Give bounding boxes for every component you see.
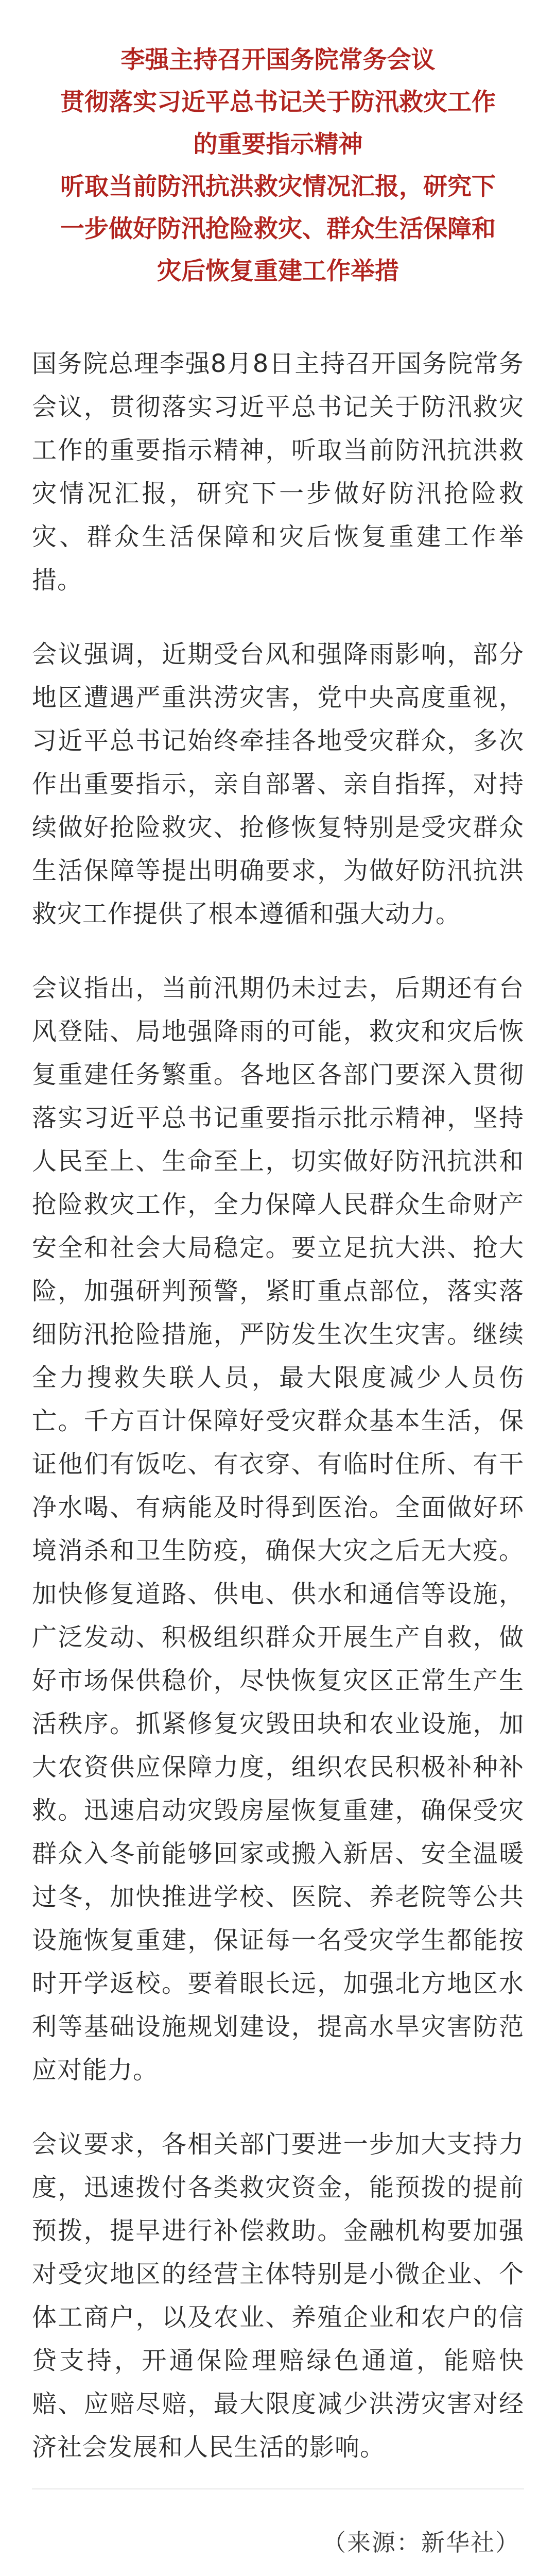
source-credit: （来源：新华社） [322, 2529, 520, 2556]
article-body [0, 293, 556, 2469]
headline-line: 的重要指示精神 [193, 130, 363, 159]
divider [32, 2488, 524, 2489]
paragraph-points: 会议指出，当前汛期仍未过去，后期还有台风登陆、局地强降雨的可能，救灾和灾后恢复重建任务繁重。各地区各部门要深入贯彻落实习近平总书记重要指示批示精神，坚持人民至上、生命至上，切实做好防汛抗洪和抢险救灾工作，全力保障人民群众生命财产安全和社会大局稳定。要立足抗大洪、抢大险，加强研判预警，紧盯重点部位，落实落细防汛抢险措施，严防发生次生灾害。继续全力搜救失联人员，最大限度减少人员伤亡。千方百计保障好受灾群众基本生活，保证他们有饭吃、有衣穿、有临时住所、有干净水喝、有病能及时得到医治。全面做好环境消杀和卫生防疫，确保大灾之后无大疫。加快修复道路、供电、供水和通信等设施，广泛发动、积极组织群众开展生产自救，做好市场保供稳价，尽快恢复灾区正常生产生活秩序。抓紧修复灾毁田块和农业设施，加大农资供应保障力度，组织农民积极补种补救。迅速启动灾毁房屋恢复重建，确保受灾群众入冬前能够回家或搬入新居、安全温暖过冬，加快推进学校、医院、养老院等公共设施恢复重建，保证每一名受灾学生都能按时开学返校。要着眼长远，加强北方地区水利等基础设施规划建设，提高水旱灾害防范应对能力。 [32, 974, 524, 2084]
headline-line: 听取当前防汛抗洪救灾情况汇报，研究下 [60, 173, 496, 201]
headline-line: 一步做好防汛抢险救灾、群众生活保障和 [60, 215, 496, 243]
paragraph-emphasis: 会议强调，近期受台风和强降雨影响，部分地区遭遇严重洪涝灾害，党中央高度重视，习近平总书记始终牵挂各地受灾群众，多次作出重要指示，亲自部署、亲自指挥，对持续做好抢险救灾、抢修恢复特别是受灾群众生活保障等提出明确要求，为做好防汛抗洪救灾工作提供了根本遵循和强大动力。 [32, 640, 524, 928]
paragraph-intro: 国务院总理李强8月8日主持召开国务院常务会议，贯彻落实习近平总书记关于防汛救灾工作的重要指示精神，听取当前防汛抗洪救灾情况汇报，研究下一步做好防汛抢险救灾、群众生活保障和灾后恢复重建工作举措。 [32, 349, 524, 595]
paragraph-requirements: 会议要求，各相关部门要进一步加大支持力度，迅速拨付各类救灾资金，能预拨的提前预拨，提早进行补偿救助。金融机构要加强对受灾地区的经营主体特别是小微企业、个体工商户，以及农业、养殖企业和农户的信贷支持，开通保险理赔绿色通道，能赔快赔、应赔尽赔，最大限度减少洪涝灾害对经济社会发展和人民生活的影响。 [32, 2130, 524, 2462]
headline-line: 贯彻落实习近平总书记关于防汛救灾工作 [60, 88, 496, 116]
headline [0, 0, 556, 293]
headline-line: 李强主持召开国务院常务会议 [120, 46, 436, 74]
headline-line: 灾后恢复重建工作举措 [157, 257, 399, 285]
